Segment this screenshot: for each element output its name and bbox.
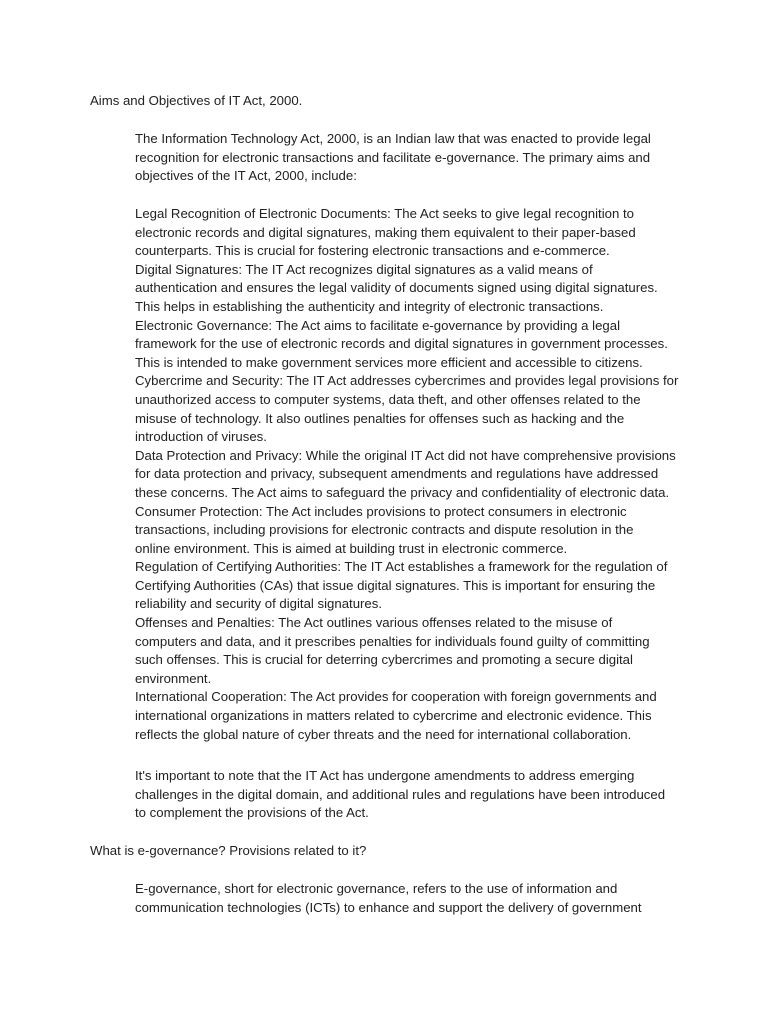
egov-paragraph — [135, 880, 680, 917]
text-line: reflects the global nature of cyber threats and the need for international collaboration. — [135, 726, 632, 742]
text-line: The Information Technology Act, 2000, is an Indian law that was enacted to provide legal — [135, 131, 651, 146]
text-line: This is intended to make government services more efficient and accessible to citizens. — [135, 354, 643, 370]
text-line: environment. — [135, 670, 212, 686]
text-line: E-governance, short for electronic governance, refers to the use of information and — [135, 881, 618, 896]
objectives-list — [135, 205, 680, 744]
text-line: unauthorized access to computer systems, data theft, and other offenses related to the — [135, 391, 641, 407]
text-line: introduction of viruses. — [135, 429, 267, 445]
text-line: International Cooperation: The Act provides for cooperation with foreign governments and — [135, 689, 657, 705]
text-line: counterparts. This is crucial for fostering electronic transactions and e-commerce. — [135, 243, 610, 259]
text-line: Certifying Authorities (CAs) that issue digital signatures. This is important for ensuring the — [135, 577, 656, 593]
text-line: recognition for electronic transactions and facilitate e-governance. The primary aims and — [135, 149, 651, 165]
text-line: Legal Recognition of Electronic Documents: The Act seeks to give legal recognition to — [135, 206, 634, 221]
text-line: Consumer Protection: The Act includes provisions to protect consumers in electronic — [135, 503, 627, 519]
text-line: communication technologies (ICTs) to enhance and support the delivery of government — [135, 899, 642, 915]
text-line: challenges in the digital domain, and additional rules and regulations have been introduced — [135, 786, 666, 802]
text-line: such offenses. This is crucial for deterring cybercrimes and promoting a secure digital — [135, 652, 633, 668]
text-line: Electronic Governance: The Act aims to facilitate e-governance by providing a legal — [135, 317, 621, 333]
text-line: objectives of the IT Act, 2000, include: — [135, 168, 357, 184]
text-line: Offenses and Penalties: The Act outlines various offenses related to the misuse of — [135, 615, 613, 631]
text-line: transactions, including provisions for electronic contracts and dispute resolution in the — [135, 522, 634, 538]
text-line: Data Protection and Privacy: While the original IT Act did not have comprehensive provisions — [135, 447, 676, 463]
text-line: these concerns. The Act aims to safeguard the privacy and confidentiality of electronic data. — [135, 484, 670, 500]
text-line: computers and data, and it prescribes penalties for individuals found guilty of committing — [135, 633, 650, 649]
text-line: This helps in establishing the authenticity and integrity of electronic transactions. — [135, 298, 604, 314]
text-line: Digital Signatures: The IT Act recognizes digital signatures as a valid means of — [135, 261, 593, 277]
text-line: online environment. This is aimed at building trust in electronic commerce. — [135, 540, 568, 556]
text-line: reliability and security of digital signatures. — [135, 596, 383, 612]
text-line: framework for the use of electronic records and digital signatures in government processes. — [135, 336, 668, 352]
text-line: international organizations in matters related to cybercrime and electronic evidence. This — [135, 708, 652, 724]
text-line: It's important to note that the IT Act has undergone amendments to address emerging — [135, 768, 635, 783]
text-line: misuse of technology. It also outlines penalties for offenses such as hacking and the — [135, 410, 625, 426]
note-paragraph — [135, 767, 680, 823]
text-line: for data protection and privacy, subsequent amendments and regulations have addressed — [135, 466, 659, 482]
text-line: electronic records and digital signatures, making them equivalent to their paper-based — [135, 224, 636, 240]
text-line: to complement the provisions of the Act. — [135, 805, 369, 821]
text-line: authentication and ensures the legal validity of documents signed using digital signatures. — [135, 280, 658, 296]
intro-paragraph — [135, 130, 680, 186]
heading-e-governance: What is e-governance? Provisions related to it? — [90, 843, 367, 858]
heading-aims-objectives: Aims and Objectives of IT Act, 2000. — [90, 93, 303, 108]
text-line: Regulation of Certifying Authorities: The IT Act establishes a framework for the regulation of — [135, 559, 668, 575]
text-line: Cybercrime and Security: The IT Act addresses cybercrimes and provides legal provisions for — [135, 373, 679, 389]
